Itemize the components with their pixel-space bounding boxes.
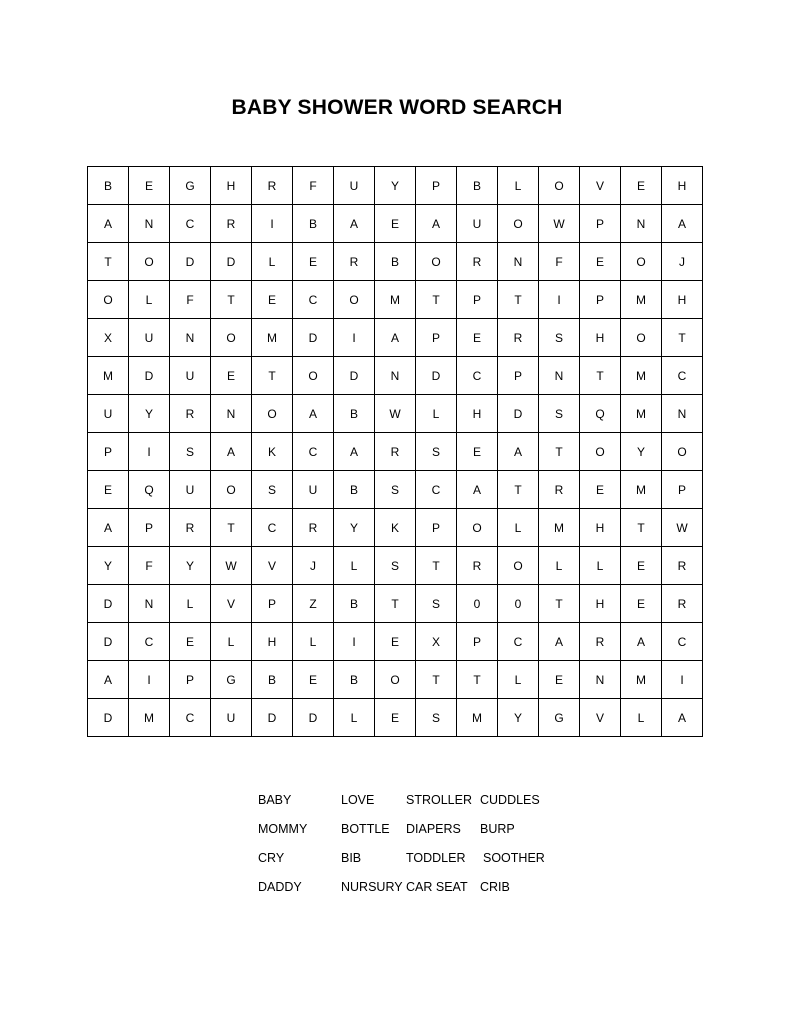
- grid-cell: O: [621, 319, 662, 357]
- grid-cell: M: [252, 319, 293, 357]
- grid-cell: V: [580, 167, 621, 205]
- grid-cell: I: [334, 623, 375, 661]
- grid-cell: N: [129, 585, 170, 623]
- grid-cell: M: [621, 357, 662, 395]
- grid-cell: R: [539, 471, 580, 509]
- grid-cell: U: [170, 357, 211, 395]
- grid-cell: L: [498, 167, 539, 205]
- grid-cell: L: [211, 623, 252, 661]
- grid-cell: O: [662, 433, 703, 471]
- grid-row: [88, 547, 703, 585]
- grid-cell: A: [334, 433, 375, 471]
- grid-row: [88, 471, 703, 509]
- grid-cell: T: [580, 357, 621, 395]
- grid-cell: T: [539, 585, 580, 623]
- grid-row: [88, 433, 703, 471]
- grid-cell: J: [662, 243, 703, 281]
- grid-cell: A: [375, 319, 416, 357]
- grid-cell: T: [252, 357, 293, 395]
- word-list-item: STROLLER: [406, 793, 472, 807]
- grid-cell: D: [129, 357, 170, 395]
- grid-cell: A: [416, 205, 457, 243]
- grid-cell: C: [129, 623, 170, 661]
- grid-cell: I: [129, 433, 170, 471]
- grid-cell: O: [211, 319, 252, 357]
- grid-cell: L: [416, 395, 457, 433]
- grid-cell: B: [375, 243, 416, 281]
- grid-cell: S: [539, 319, 580, 357]
- grid-cell: S: [539, 395, 580, 433]
- grid-cell: D: [211, 243, 252, 281]
- grid-cell: O: [88, 281, 129, 319]
- grid-cell: C: [170, 699, 211, 737]
- grid-cell: E: [129, 167, 170, 205]
- grid-cell: U: [334, 167, 375, 205]
- grid-cell: E: [211, 357, 252, 395]
- grid-cell: E: [252, 281, 293, 319]
- grid-cell: B: [334, 661, 375, 699]
- grid-cell: H: [662, 281, 703, 319]
- word-list: [258, 793, 578, 913]
- word-list-item: CRY: [258, 851, 285, 865]
- grid-row: [88, 395, 703, 433]
- grid-cell: E: [621, 547, 662, 585]
- grid-cell: I: [129, 661, 170, 699]
- grid-cell: B: [252, 661, 293, 699]
- grid-cell: N: [662, 395, 703, 433]
- grid-row: [88, 243, 703, 281]
- grid-cell: L: [293, 623, 334, 661]
- grid-cell: N: [211, 395, 252, 433]
- word-list-item: BABY: [258, 793, 292, 807]
- grid-row: [88, 661, 703, 699]
- grid-cell: F: [539, 243, 580, 281]
- grid-cell: F: [293, 167, 334, 205]
- grid-cell: D: [88, 585, 129, 623]
- grid-cell: H: [580, 319, 621, 357]
- grid-cell: 0: [457, 585, 498, 623]
- grid-cell: D: [252, 699, 293, 737]
- grid-cell: S: [416, 585, 457, 623]
- grid-row: [88, 167, 703, 205]
- grid-cell: D: [88, 623, 129, 661]
- grid-cell: R: [662, 585, 703, 623]
- grid-cell: R: [375, 433, 416, 471]
- grid-cell: N: [129, 205, 170, 243]
- grid-row: [88, 623, 703, 661]
- grid-cell: L: [170, 585, 211, 623]
- grid-cell: V: [252, 547, 293, 585]
- grid-cell: W: [539, 205, 580, 243]
- grid-cell: Q: [580, 395, 621, 433]
- grid-cell: T: [539, 433, 580, 471]
- grid-cell: T: [211, 281, 252, 319]
- grid-cell: X: [416, 623, 457, 661]
- grid-cell: E: [375, 699, 416, 737]
- grid-cell: E: [457, 319, 498, 357]
- grid-cell: R: [457, 547, 498, 585]
- grid-cell: T: [88, 243, 129, 281]
- grid-cell: X: [88, 319, 129, 357]
- grid-cell: F: [170, 281, 211, 319]
- grid-cell: C: [170, 205, 211, 243]
- grid-cell: C: [293, 433, 334, 471]
- grid-cell: M: [375, 281, 416, 319]
- grid-cell: R: [498, 319, 539, 357]
- grid-cell: P: [580, 205, 621, 243]
- word-list-item: DIAPERS: [406, 822, 461, 836]
- grid-cell: L: [334, 547, 375, 585]
- grid-cell: N: [621, 205, 662, 243]
- grid-cell: L: [580, 547, 621, 585]
- grid-cell: P: [498, 357, 539, 395]
- grid-cell: R: [170, 509, 211, 547]
- word-list-item: CAR SEAT: [406, 880, 468, 894]
- grid-cell: U: [211, 699, 252, 737]
- grid-cell: O: [498, 547, 539, 585]
- grid-cell: W: [662, 509, 703, 547]
- grid-cell: N: [580, 661, 621, 699]
- grid-cell: U: [293, 471, 334, 509]
- word-list-item: BOTTLE: [341, 822, 390, 836]
- grid-cell: N: [539, 357, 580, 395]
- grid-cell: O: [334, 281, 375, 319]
- word-list-item: DADDY: [258, 880, 302, 894]
- grid-cell: P: [662, 471, 703, 509]
- grid-cell: B: [88, 167, 129, 205]
- grid-row: [88, 281, 703, 319]
- grid-cell: V: [580, 699, 621, 737]
- grid-cell: Y: [129, 395, 170, 433]
- grid-cell: M: [88, 357, 129, 395]
- grid-cell: I: [334, 319, 375, 357]
- grid-cell: N: [170, 319, 211, 357]
- grid-cell: E: [621, 585, 662, 623]
- grid-cell: R: [293, 509, 334, 547]
- grid-cell: E: [375, 205, 416, 243]
- grid-cell: 0: [498, 585, 539, 623]
- grid-cell: A: [662, 205, 703, 243]
- grid-cell: E: [580, 243, 621, 281]
- grid-cell: M: [129, 699, 170, 737]
- grid-cell: A: [334, 205, 375, 243]
- grid-cell: L: [539, 547, 580, 585]
- grid-cell: V: [211, 585, 252, 623]
- grid-cell: Z: [293, 585, 334, 623]
- grid-cell: P: [416, 509, 457, 547]
- grid-cell: C: [416, 471, 457, 509]
- grid-cell: E: [457, 433, 498, 471]
- grid-cell: R: [457, 243, 498, 281]
- grid-cell: D: [498, 395, 539, 433]
- grid-cell: Y: [170, 547, 211, 585]
- grid-cell: R: [580, 623, 621, 661]
- grid-cell: P: [170, 661, 211, 699]
- grid-cell: C: [498, 623, 539, 661]
- word-list-item: BIB: [341, 851, 362, 865]
- grid-row: [88, 205, 703, 243]
- grid-cell: B: [457, 167, 498, 205]
- grid-cell: P: [252, 585, 293, 623]
- grid-cell: F: [129, 547, 170, 585]
- grid-cell: P: [416, 319, 457, 357]
- grid-cell: T: [416, 661, 457, 699]
- grid-cell: P: [416, 167, 457, 205]
- page-title: BABY SHOWER WORD SEARCH: [231, 96, 563, 119]
- grid-row: [88, 699, 703, 737]
- grid-cell: O: [621, 243, 662, 281]
- grid-cell: A: [498, 433, 539, 471]
- grid-cell: L: [621, 699, 662, 737]
- grid-row: [88, 319, 703, 357]
- grid-cell: A: [211, 433, 252, 471]
- grid-cell: K: [375, 509, 416, 547]
- grid-cell: N: [375, 357, 416, 395]
- grid-cell: S: [416, 433, 457, 471]
- grid-cell: I: [662, 661, 703, 699]
- grid-cell: A: [662, 699, 703, 737]
- grid-cell: A: [88, 509, 129, 547]
- grid-cell: B: [293, 205, 334, 243]
- grid-cell: U: [170, 471, 211, 509]
- grid-cell: A: [621, 623, 662, 661]
- word-list-item: SOOTHER: [483, 851, 545, 865]
- grid-cell: P: [88, 433, 129, 471]
- grid-cell: E: [170, 623, 211, 661]
- grid-cell: A: [539, 623, 580, 661]
- grid-cell: E: [621, 167, 662, 205]
- grid-cell: C: [252, 509, 293, 547]
- grid-cell: M: [539, 509, 580, 547]
- grid-cell: E: [580, 471, 621, 509]
- grid-row: [88, 585, 703, 623]
- grid-cell: M: [621, 661, 662, 699]
- grid-cell: B: [334, 395, 375, 433]
- grid-cell: Y: [88, 547, 129, 585]
- grid-cell: P: [580, 281, 621, 319]
- grid-cell: C: [662, 623, 703, 661]
- grid-cell: W: [211, 547, 252, 585]
- word-list-item: MOMMY: [258, 822, 308, 836]
- grid-cell: Y: [621, 433, 662, 471]
- grid-cell: D: [170, 243, 211, 281]
- word-list-item: CRIB: [480, 880, 510, 894]
- grid-row: [88, 509, 703, 547]
- grid-cell: O: [293, 357, 334, 395]
- grid-cell: S: [375, 471, 416, 509]
- word-search-grid: [87, 166, 703, 737]
- grid-cell: O: [416, 243, 457, 281]
- grid-cell: H: [211, 167, 252, 205]
- grid-cell: Y: [498, 699, 539, 737]
- grid-cell: R: [211, 205, 252, 243]
- grid-cell: P: [457, 281, 498, 319]
- grid-cell: T: [621, 509, 662, 547]
- grid-cell: U: [457, 205, 498, 243]
- grid-cell: P: [129, 509, 170, 547]
- grid-cell: E: [293, 661, 334, 699]
- grid-cell: S: [252, 471, 293, 509]
- grid-cell: R: [170, 395, 211, 433]
- grid-cell: H: [252, 623, 293, 661]
- grid-cell: L: [498, 509, 539, 547]
- grid-cell: J: [293, 547, 334, 585]
- grid-cell: K: [252, 433, 293, 471]
- grid-cell: U: [129, 319, 170, 357]
- grid-cell: U: [88, 395, 129, 433]
- grid-cell: G: [170, 167, 211, 205]
- grid-cell: S: [375, 547, 416, 585]
- grid-cell: E: [375, 623, 416, 661]
- grid-cell: A: [88, 205, 129, 243]
- grid-cell: S: [416, 699, 457, 737]
- grid-cell: L: [252, 243, 293, 281]
- grid-cell: E: [539, 661, 580, 699]
- grid-cell: T: [211, 509, 252, 547]
- grid-cell: E: [88, 471, 129, 509]
- grid-cell: D: [88, 699, 129, 737]
- grid-cell: O: [457, 509, 498, 547]
- grid-cell: I: [539, 281, 580, 319]
- grid-cell: T: [375, 585, 416, 623]
- grid-cell: N: [498, 243, 539, 281]
- grid-cell: C: [457, 357, 498, 395]
- grid-cell: S: [170, 433, 211, 471]
- grid-cell: R: [662, 547, 703, 585]
- word-list-item: LOVE: [341, 793, 375, 807]
- grid-cell: T: [498, 471, 539, 509]
- grid-cell: O: [375, 661, 416, 699]
- grid-cell: E: [293, 243, 334, 281]
- grid-cell: C: [662, 357, 703, 395]
- grid-cell: Y: [334, 509, 375, 547]
- grid-cell: A: [88, 661, 129, 699]
- grid-cell: D: [293, 699, 334, 737]
- grid-cell: D: [293, 319, 334, 357]
- grid-cell: W: [375, 395, 416, 433]
- grid-cell: O: [129, 243, 170, 281]
- grid-cell: D: [334, 357, 375, 395]
- word-list-item: NURSURY: [341, 880, 403, 894]
- grid-row: [88, 357, 703, 395]
- grid-cell: H: [662, 167, 703, 205]
- grid-cell: Y: [375, 167, 416, 205]
- grid-cell: G: [539, 699, 580, 737]
- grid-cell: C: [293, 281, 334, 319]
- grid-cell: A: [293, 395, 334, 433]
- word-list-item: CUDDLES: [480, 793, 540, 807]
- grid-cell: H: [580, 585, 621, 623]
- grid-cell: T: [457, 661, 498, 699]
- word-list-item: BURP: [480, 822, 515, 836]
- grid-cell: R: [334, 243, 375, 281]
- grid-cell: T: [662, 319, 703, 357]
- grid-cell: O: [211, 471, 252, 509]
- grid-cell: O: [580, 433, 621, 471]
- grid-cell: T: [498, 281, 539, 319]
- word-list-item: TODDLER: [406, 851, 466, 865]
- grid-cell: L: [129, 281, 170, 319]
- grid-cell: R: [252, 167, 293, 205]
- grid-cell: L: [498, 661, 539, 699]
- grid-cell: B: [334, 471, 375, 509]
- grid-cell: H: [580, 509, 621, 547]
- grid-cell: M: [621, 471, 662, 509]
- grid-cell: A: [457, 471, 498, 509]
- grid-cell: D: [416, 357, 457, 395]
- grid-cell: I: [252, 205, 293, 243]
- grid-cell: G: [211, 661, 252, 699]
- grid-cell: M: [621, 281, 662, 319]
- grid-cell: T: [416, 547, 457, 585]
- grid-cell: O: [498, 205, 539, 243]
- grid-cell: M: [457, 699, 498, 737]
- grid-cell: B: [334, 585, 375, 623]
- grid-cell: T: [416, 281, 457, 319]
- grid-cell: O: [539, 167, 580, 205]
- grid-cell: O: [252, 395, 293, 433]
- grid-cell: Q: [129, 471, 170, 509]
- grid-cell: L: [334, 699, 375, 737]
- grid-cell: H: [457, 395, 498, 433]
- grid-cell: P: [457, 623, 498, 661]
- grid-cell: M: [621, 395, 662, 433]
